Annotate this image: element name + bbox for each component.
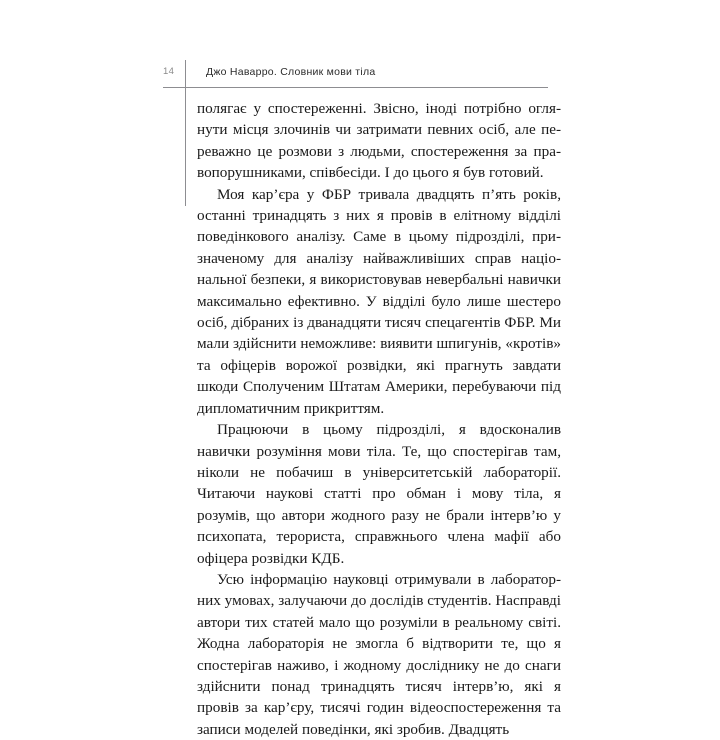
- margin-vertical-rule: [185, 60, 186, 206]
- body-text-block: [197, 98, 561, 740]
- running-header: [163, 62, 563, 82]
- header-horizontal-rule: [163, 87, 548, 88]
- page-number: 14: [163, 66, 175, 78]
- running-title: Джо Наварро. Словник мови тіла: [206, 65, 376, 78]
- paragraph: Працюючи в цьому підрозділі, я вдосконалив навички розуміння мови тіла. Те, що спостерігав там, ніколи не побачиш в університетській лабораторії. Читаючи наукові статті про обман і мову тіла, я розумів, що автори жодного разу не брали інтерв’ю у психопата, терориста, справжнього члена мафії або офіцера розвідки КДБ.: [197, 421, 561, 567]
- paragraph: Моя кар’єра у ФБР тривала двадцять п’ять років, останні тринадцять з них я провів в елітному відділі поведінкового аналізу. Саме в цьому підрозділі, призначеному для аналізу найважливіших справ національної безпеки, я використовував невербальні навички максимально ефективно. У відділі було лише шестеро осіб, дібраних із дванадцяти тисяч спецагентів ФБР. Ми мали здійснити неможливе: виявити шпигунів, «кротів» та офіцерів ворожої розвідки, які прагнуть завдати шкоди Сполученим Штатам Америки, перебуваючи під дипломатичним прикриттям.: [197, 185, 561, 417]
- paragraph: полягає у спостереженні. Звісно, іноді потрібно оглянути місця злочинів чи затримати певних осіб, але переважно це розмови з людьми, спостереження за правопорушниками, співбесіди. І до цього я був готовий.: [197, 100, 561, 182]
- paragraph: Усю інформацію науковці отримували в лабораторних умовах, залучаючи до дослідів студентів. Насправді автори тих статей мало що розуміли в реальному світі. Жодна лабораторія не змогла б відтворити те, що я спостерігав наживо, і жодному досліднику не до снаги здійснити понад тринадцять тисяч інтерв’ю, які я провів за кар’єру, тисячі годин відеоспостереження та записи моделей поведінки, які зробив. Двадцять: [197, 570, 561, 738]
